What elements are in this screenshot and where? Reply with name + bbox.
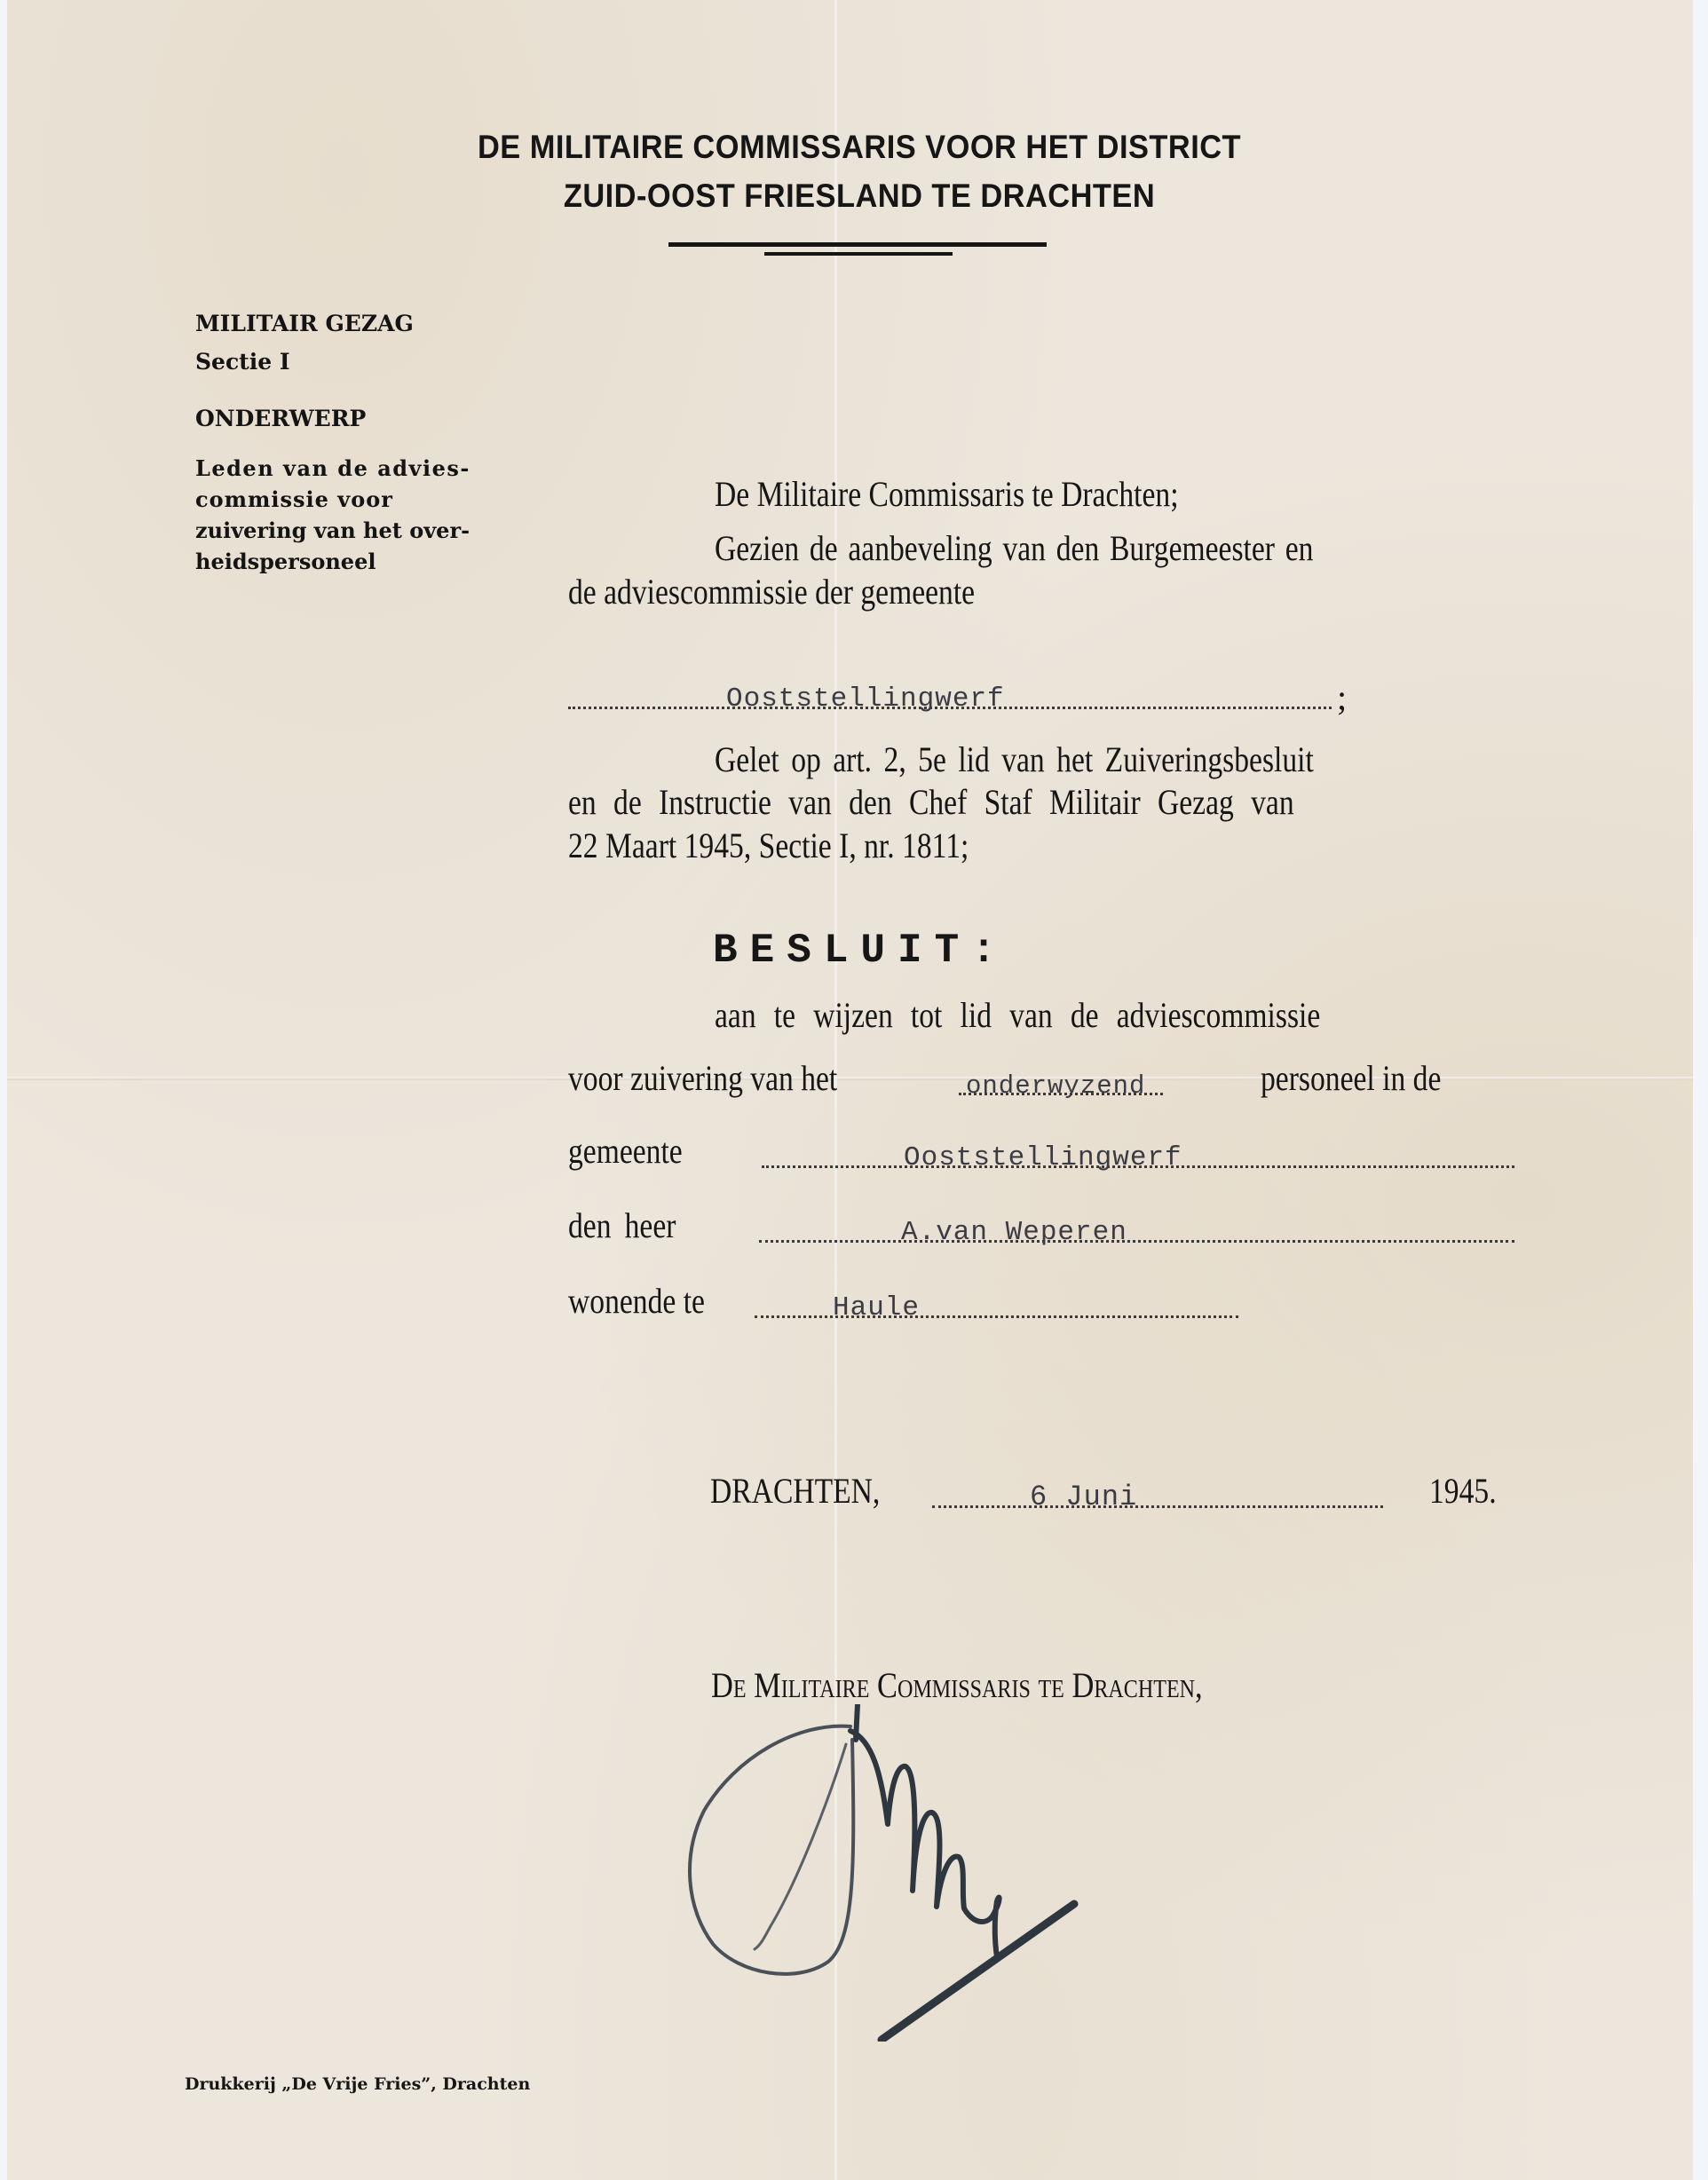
aan-line: aan te wijzen tot lid van de adviescommissie [715,995,1321,1035]
gezien-line-2: de adviescommissie der gemeente [568,572,976,612]
gemeente-recommendation-field [568,670,1349,715]
field-value: Haule [833,1292,921,1323]
besluit-heading: BESLUIT: [713,928,1008,974]
voor-zuivering-line [568,1056,1518,1101]
field-wonende-te [568,1279,1243,1323]
year-label: 1945. [1429,1471,1497,1511]
header-rule-short [764,252,953,256]
handwritten-signature [664,1704,1108,2042]
sidebar-section: Sectie I [195,349,290,375]
field-label: gemeente [568,1131,683,1171]
signature-letters [850,1731,1000,1957]
sidebar-subject-line: commissie voor [195,486,393,512]
signature-loop [690,1726,853,1974]
field-gemeente [568,1129,1518,1173]
personnel-type-typed-value: onderwyzend [966,1071,1146,1101]
opening-line: De Militaire Commissaris te Drachten; [715,474,1179,514]
sidebar-subject-line: Leden van de advies- [195,455,470,481]
sidebar-subject-line: zuivering van het over- [195,517,470,543]
signature-inner-stroke [755,1744,846,1949]
gemeente-typed-value: Ooststellingwerf [726,683,1005,715]
dotted-line [759,1240,1514,1243]
header-rule-long [668,242,1047,247]
voor-prefix: voor zuivering van het [568,1058,838,1098]
sidebar-subject-line: heidspersoneel [195,549,376,574]
gelet-line-2: en de Instructie van den Chef Staf Militair Gezag van [568,782,1294,822]
field-den-heer [568,1204,1518,1248]
voor-suffix: personeel in de [1261,1058,1442,1098]
field-label: den heer [568,1205,676,1245]
dotted-line [932,1505,1383,1508]
date-line [710,1469,1518,1513]
dotted-line [755,1315,1238,1318]
printer-imprint: Drukkerij „De Vrije Fries”, Drachten [185,2074,531,2094]
semicolon: ; [1337,677,1348,717]
gezien-line-1: Gezien de aanbeveling van den Burgemeester en [715,528,1314,568]
place-label: DRACHTEN, [710,1471,881,1511]
header-title-line2: ZUID-OOST FRIESLAND TE DRACHTEN [563,178,1156,214]
date-typed-value: 6 Juni [1030,1481,1138,1513]
document-paper [7,0,1693,2180]
signatory-title: De Militaire Commissaris te Drachten, [711,1665,1203,1705]
header-title-line1: DE MILITAIRE COMMISSARIS VOOR HET DISTRICT [477,129,1242,165]
field-value: A.van Weperen [901,1217,1127,1248]
gelet-line-1: Gelet op art. 2, 5e lid van het Zuiveringsbesluit [715,739,1314,779]
field-label: wonende te [568,1281,705,1321]
gelet-line-3: 22 Maart 1945, Sectie I, nr. 1811; [568,825,969,865]
sidebar-subject-label: ONDERWERP [195,406,367,431]
signature-underline [882,1904,1074,2040]
field-value: Ooststellingwerf [904,1142,1182,1173]
sidebar-authority: MILITAIR GEZAG [195,311,414,336]
